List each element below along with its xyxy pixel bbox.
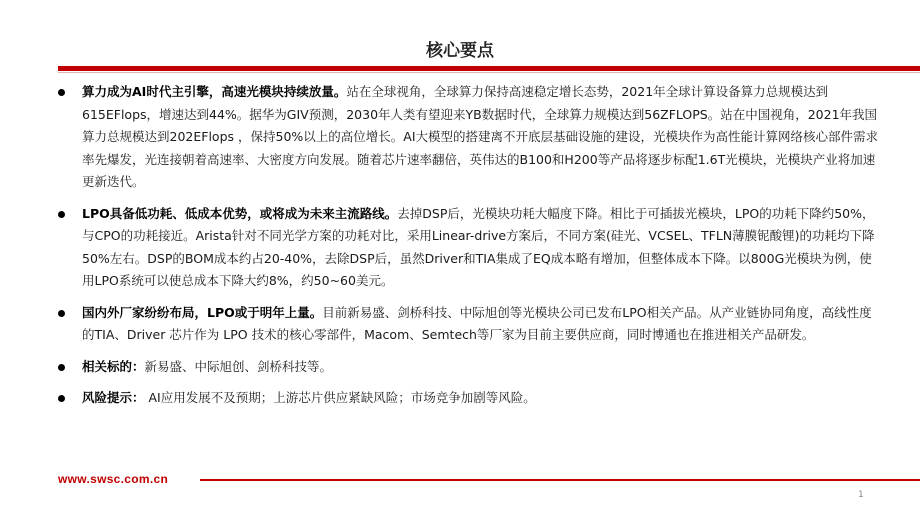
header-divider-thin xyxy=(58,72,920,73)
key-point-related-stocks xyxy=(58,356,878,379)
header-divider xyxy=(58,66,920,71)
key-point-lead: 风险提示： xyxy=(82,390,145,405)
key-point-text: AI应用发展不及预期；上游芯片供应紧缺风险；市场竞争加剧等风险。 xyxy=(144,390,536,405)
bullet-dot-icon xyxy=(58,364,65,371)
key-point-lead: 国内外厂家纷纷布局，LPO或于明年上量。 xyxy=(82,304,323,320)
key-point-text: 去掉DSP后，光模块功耗大幅度下降。相比于可插拔光模块，LPO的功耗下降约50%，与CPO的功耗接近。Arista针对不同光学方案的功耗对比，采用Linear-drive方案后，不同方案(硅光、VCSEL、TFLN薄膜铌酸锂)的功耗均下降50%左右。DSP的BOM成本约占20-40%，去除DSP后，虽然Driver和TIA集成了EQ成本略有增加，但整体成本下降。以800G光模块为例，使用LPO系统可以使总成本下降大约8%，约50~60美元。 xyxy=(82,205,875,288)
key-point-lead: 算力成为AI时代主引擎，高速光模块持续放量。 xyxy=(82,84,347,99)
bullet-dot-icon xyxy=(58,211,65,218)
page-title: 核心要点 xyxy=(426,41,494,61)
key-point-computing-power xyxy=(58,81,878,194)
key-point-vendors xyxy=(58,302,878,347)
key-point-lpo-advantage xyxy=(58,203,878,293)
key-point-text: 站在全球视角，全球算力保持高速稳定增长态势，2021年全球计算设备算力总规模达到615EFlops，增速达到44%。据华为GIV预测，2030年人类有望迎来YB数据时代，全球算力规模达到56ZFLOPS。站在中国视角，2021年我国算力总规模达到202EFlops ，保持50%以上的高位增长。AI大模型的搭建离不开底层基础设施的建设，光模块作为高性能计算网络核心部件需求率先爆发，光连接朝着高速率、大密度方向发展。随着芯片速率翻倍，英伟达的B100和H200等产品将逐步标配1.6T光模块，光模块产业将加速更新迭代。 xyxy=(82,84,879,189)
footer-website-link[interactable]: www.swsc.com.cn xyxy=(58,472,169,486)
key-point-lead: LPO具备低功耗、低成本优势，或将成为未来主流路线。 xyxy=(82,205,398,221)
page-number: 1 xyxy=(858,490,864,500)
bullet-dot-icon xyxy=(58,395,65,402)
key-point-text: 新易盛、中际旭创、剑桥科技等。 xyxy=(144,358,333,374)
key-point-risks xyxy=(58,387,878,410)
bullet-dot-icon xyxy=(58,89,65,96)
bullet-dot-icon xyxy=(58,310,65,317)
key-point-lead: 相关标的： xyxy=(82,358,145,374)
footer-divider xyxy=(200,479,920,481)
key-points-list xyxy=(58,81,878,419)
key-point-text: 目前新易盛、剑桥科技、中际旭创等光模块公司已发布LPO相关产品。从产业链协同角度，高线性度的TIA、Driver 芯片作为 LPO 技术的核心零部件，Macom、Semtech等厂家为目前主要供应商，同时博通也在推进相关产品研发。 xyxy=(82,304,872,342)
